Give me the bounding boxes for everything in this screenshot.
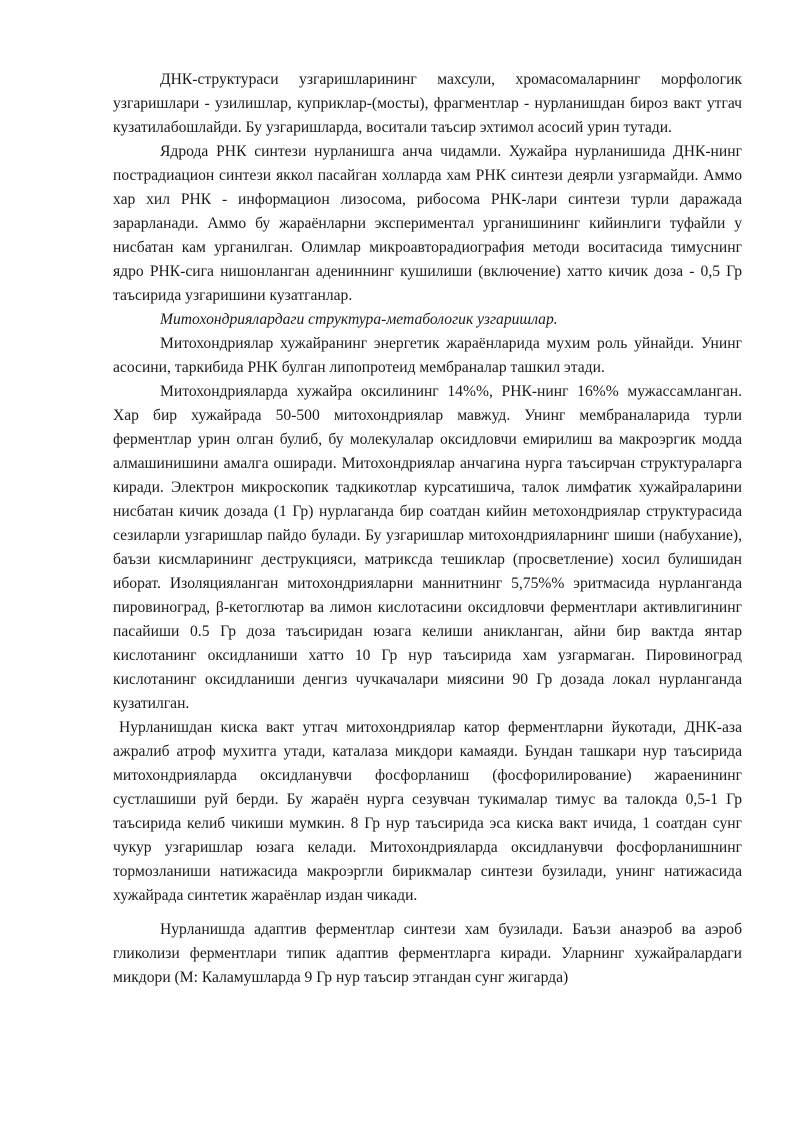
- paragraph-enzyme-loss: Нурланишдан киска вакт утгач митохондриялар катор ферментларни йукотади, ДНК-аза ажралиб атроф мухитга утади, каталаза микдори камаяди. Бундан ташкари нур таъсирида митохондрияларда оксидланувчи фосфорланиш (фосфорилирование) жараенининг сустлашиши руй берди. Бу жараён нурга сезувчан тукималар тимус ва талокда 0,5-1 Гр таъсирида келиб чикиши мумкин. 8 Гр нур таъсирида эса киска вакт ичида, 1 соатдан сунг чукур узгаришлар юзага келади. Митохондрияларда оксидланувчи фосфорланишнинг тормозланиши натижасида макроэргли бирикмалар синтези бузилади, унинг натижасида хужайрада синтетик жараёнлар издан чикади.: [113, 719, 742, 904]
- paragraph-dna-structure: ДНК-структураси узгаришларининг махсули, хромасомаларнинг морфологик узгаришлари - узилишлар, куприклар-(мосты), фрагментлар - нурланишдан бироз вакт утгач кузатилабошлайди. Бу узгаришларда, воситали таъсир эхтимол асосий урин тутади.: [113, 71, 742, 136]
- paragraph-mitochondria-composition: Митохондрияларда хужайра оксилининг 14%%, РНК-нинг 16%% мужассамланган. Хар бир хужайрада 50-500 митохондриялар мавжуд. Унинг мембраналарида турли ферментлар урин олган булиб, бу молекулалар оксидловчи емирилиш ва макроэргик модда алмашинишини амалга оширади. Митохондриялар анчагина нурга таъсирчан структураларга киради. Электрон микроскопик тадкикотлар курсатишича, талок лимфатик хужайраларини нисбатан кичик дозада (1 Гр) нурлаганда бир соатдан кийин метохондриялар структурасида сезиларли узгаришлар пайдо булади. Бу узгаришлар митохондрияларнинг шиши (набухание), баъзи кисмларининг деструкцияси, матриксда тешиклар (просветление) хосил булишидан иборат. Изоляцияланган митохондрияларни маннитнинг 5,75%% эритмасида нурланганда пировиноград, β-кетоглютар ва лимон кислотасини оксидловчи ферментлари активлигининг пасайиши 0.5 Гр доза таъсиридан юзага келиши аникланган, айни бир вактда янтар кислотанинг оксидланиши хатто 10 Гр нур таъсирида хам узгармаган. Пировиноград кислотанинг оксидланиши денгиз чучкачалари миясини 90 Гр дозада локал нурланганда кузатилган.: [113, 383, 742, 712]
- paragraph-adaptive-enzymes: Нурланишда адаптив ферментлар синтези хам бузилади. Баъзи анаэроб ва аэроб гликолизи ферментлари типик адаптив ферментларга киради. Уларнинг хужайралардаги микдори (М: Каламушларда 9 Гр нур таъсир этгандан сунг жигарда): [113, 921, 742, 986]
- paragraph-mitochondria-role: Митохондриялар хужайранинг энергетик жараёнларида мухим роль уйнайди. Унинг асосини, таркибида РНК булган липопротеид мембраналар ташкил этади.: [113, 335, 742, 376]
- section-heading-mitochondria: Митохондриялардаги структура-метабологик узгаришлар.: [160, 311, 558, 328]
- paragraph-rna-synthesis: Ядрода РНК синтези нурланишга анча чидамли. Хужайра нурланишида ДНК-нинг пострадиацион синтези яккол пасайган холларда хам РНК синтези деярли узгармайди. Аммо хар хил РНК - информацион лизосома, рибосома РНК-лари синтези турли даражада зарарланади. Аммо бу жараёнларни экспериментал урганишининг кийинлиги туфайли у нисбатан кам урганилган. Олимлар микроавторадиография методи воситасида тимуснинг ядро РНК-сига нишонланган адениннинг кушилиши (включение) хатто кичик доза - 0,5 Гр таъсирида узгаришини кузатганлар.: [113, 143, 742, 304]
- document-body: [113, 68, 742, 990]
